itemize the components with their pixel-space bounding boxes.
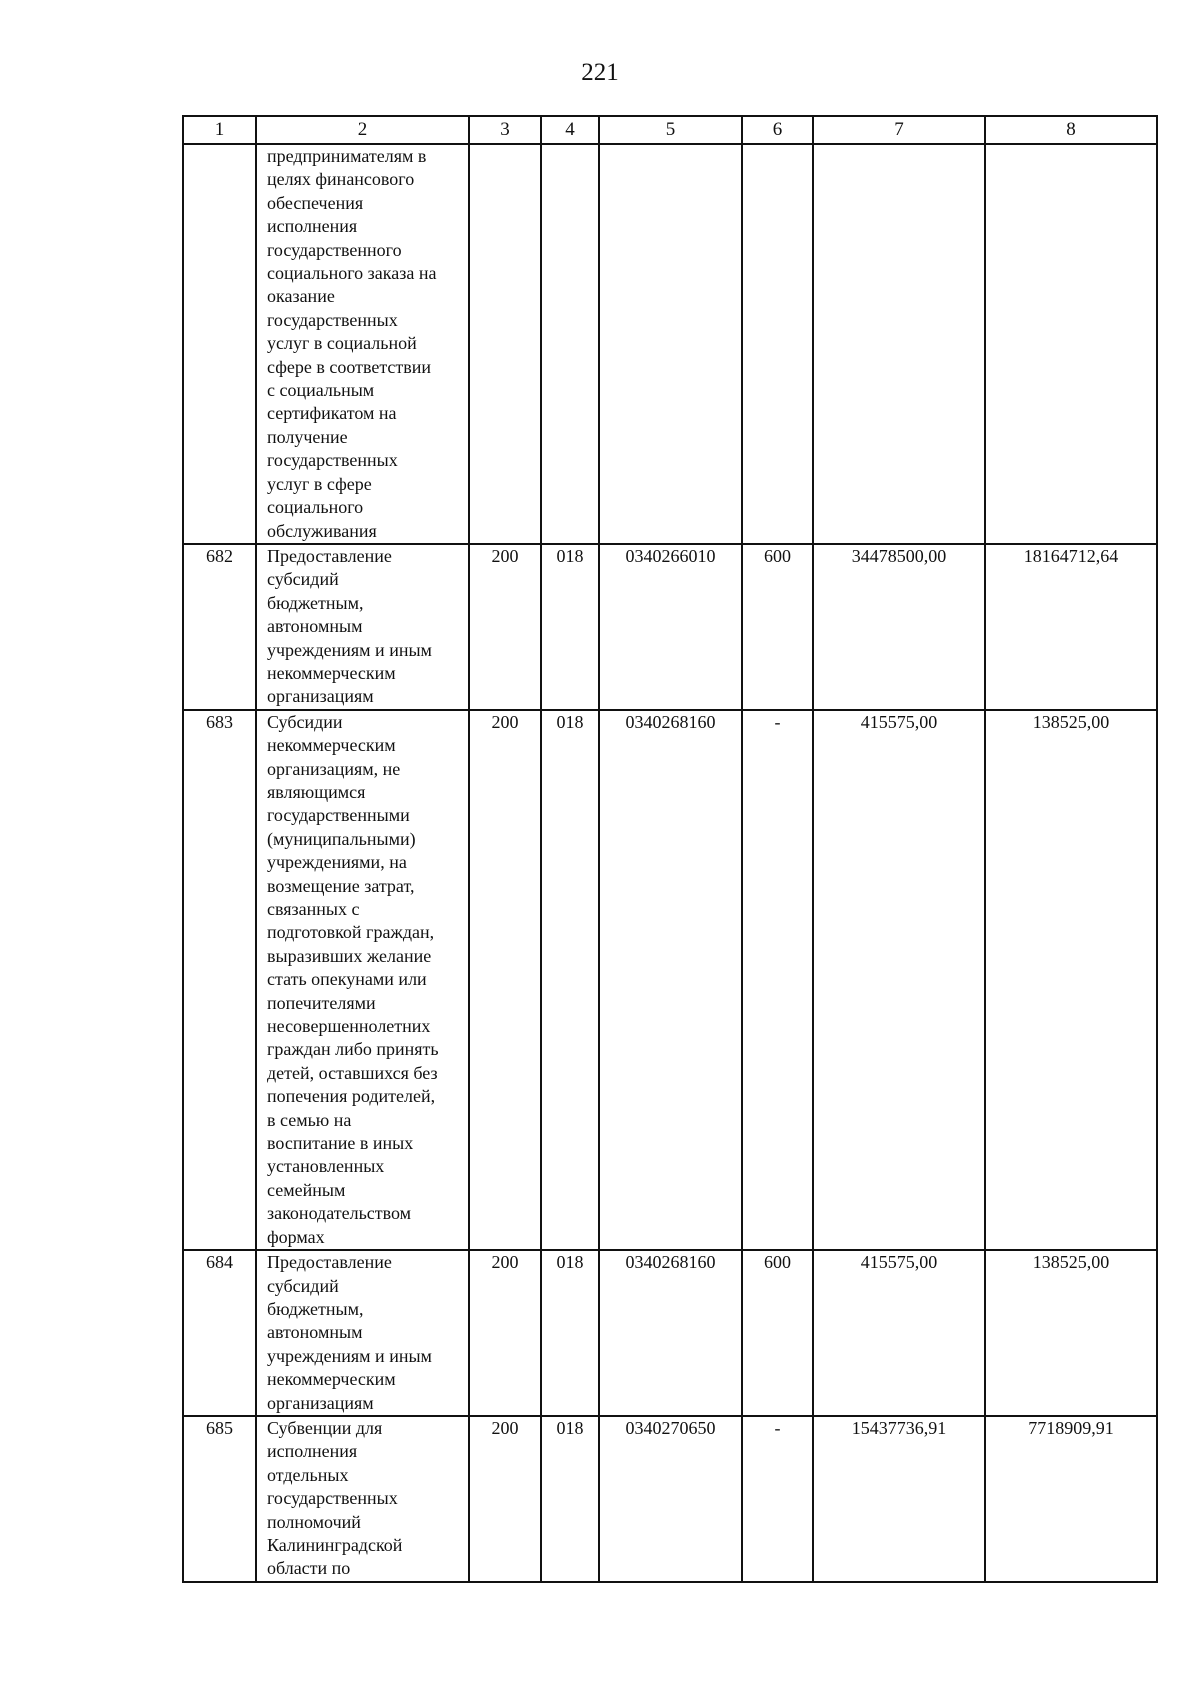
table-row — [183, 710, 1157, 1250]
row-number: 685 — [183, 1416, 256, 1582]
row-col6: 600 — [742, 544, 813, 710]
row-col6: 600 — [742, 1250, 813, 1416]
row-col8: 138525,00 — [985, 710, 1157, 1250]
header-cell: 6 — [742, 116, 813, 144]
header-cell: 4 — [541, 116, 599, 144]
table-row — [183, 1416, 1157, 1582]
row-col8: 138525,00 — [985, 1250, 1157, 1416]
row-col5: 0340270650 — [599, 1416, 742, 1582]
row-col7: 415575,00 — [813, 710, 985, 1250]
row-description-text: предпринимателям в целях финансового обеспечения исполнения государственного социального заказа на оказание государственных услуг в социальной сфере в соответствии с социальным сертификатом на получение государственных услуг в сфере социального обслуживания — [267, 146, 437, 541]
row-col3: 200 — [469, 1250, 541, 1416]
row-col5 — [599, 144, 742, 544]
row-description — [256, 144, 469, 544]
header-cell: 7 — [813, 116, 985, 144]
row-number: 684 — [183, 1250, 256, 1416]
row-description-text: Предоставление субсидий бюджетным, автономным учреждениям и иным некоммерческим организациям — [267, 545, 432, 707]
header-cell: 2 — [256, 116, 469, 144]
row-description-text: Предоставление субсидий бюджетным, автономным учреждениям и иным некоммерческим организациям — [267, 1252, 432, 1413]
row-number: 682 — [183, 544, 256, 710]
row-description-text: Субвенции для исполнения отдельных государственных полномочий Калининградской области по — [267, 1417, 403, 1579]
row-number — [183, 144, 256, 544]
row-col4: 018 — [541, 544, 599, 710]
header-cell: 1 — [183, 116, 256, 144]
row-col6: - — [742, 1416, 813, 1582]
row-col7: 415575,00 — [813, 1250, 985, 1416]
table-row — [183, 544, 1157, 710]
table-row — [183, 1250, 1157, 1416]
row-description — [256, 544, 469, 710]
row-col7: 34478500,00 — [813, 544, 985, 710]
row-description — [256, 1250, 469, 1416]
row-col5: 0340266010 — [599, 544, 742, 710]
row-col3 — [469, 144, 541, 544]
row-col6: - — [742, 710, 813, 1250]
row-col8: 7718909,91 — [985, 1416, 1157, 1582]
budget-table — [182, 115, 1158, 1583]
row-description — [256, 1416, 469, 1582]
row-col7: 15437736,91 — [813, 1416, 985, 1582]
row-col6 — [742, 144, 813, 544]
row-col8 — [985, 144, 1157, 544]
table-row — [183, 144, 1157, 544]
row-col8: 18164712,64 — [985, 544, 1157, 710]
row-col4 — [541, 144, 599, 544]
row-col4: 018 — [541, 1250, 599, 1416]
row-col4: 018 — [541, 710, 599, 1250]
row-description — [256, 710, 469, 1250]
row-col3: 200 — [469, 544, 541, 710]
row-col5: 0340268160 — [599, 1250, 742, 1416]
row-col7 — [813, 144, 985, 544]
row-col4: 018 — [541, 1416, 599, 1582]
header-cell: 8 — [985, 116, 1157, 144]
page-number: 221 — [581, 59, 619, 86]
header-row — [183, 116, 1157, 144]
row-description-text: Субсидии некоммерческим организациям, не являющимся государственными (муниципальными) учреждениями, на возмещение затрат, связанных с подготовкой граждан, выразивших желание стать опекунами или попечителями несовершеннолетних граждан либо принять детей, оставшихся без попечения родителей, в семью на воспитание в иных установленных семейным законодательством формах — [267, 711, 439, 1247]
header-cell: 3 — [469, 116, 541, 144]
row-number: 683 — [183, 710, 256, 1250]
header-cell: 5 — [599, 116, 742, 144]
row-col3: 200 — [469, 710, 541, 1250]
row-col5: 0340268160 — [599, 710, 742, 1250]
row-col3: 200 — [469, 1416, 541, 1582]
